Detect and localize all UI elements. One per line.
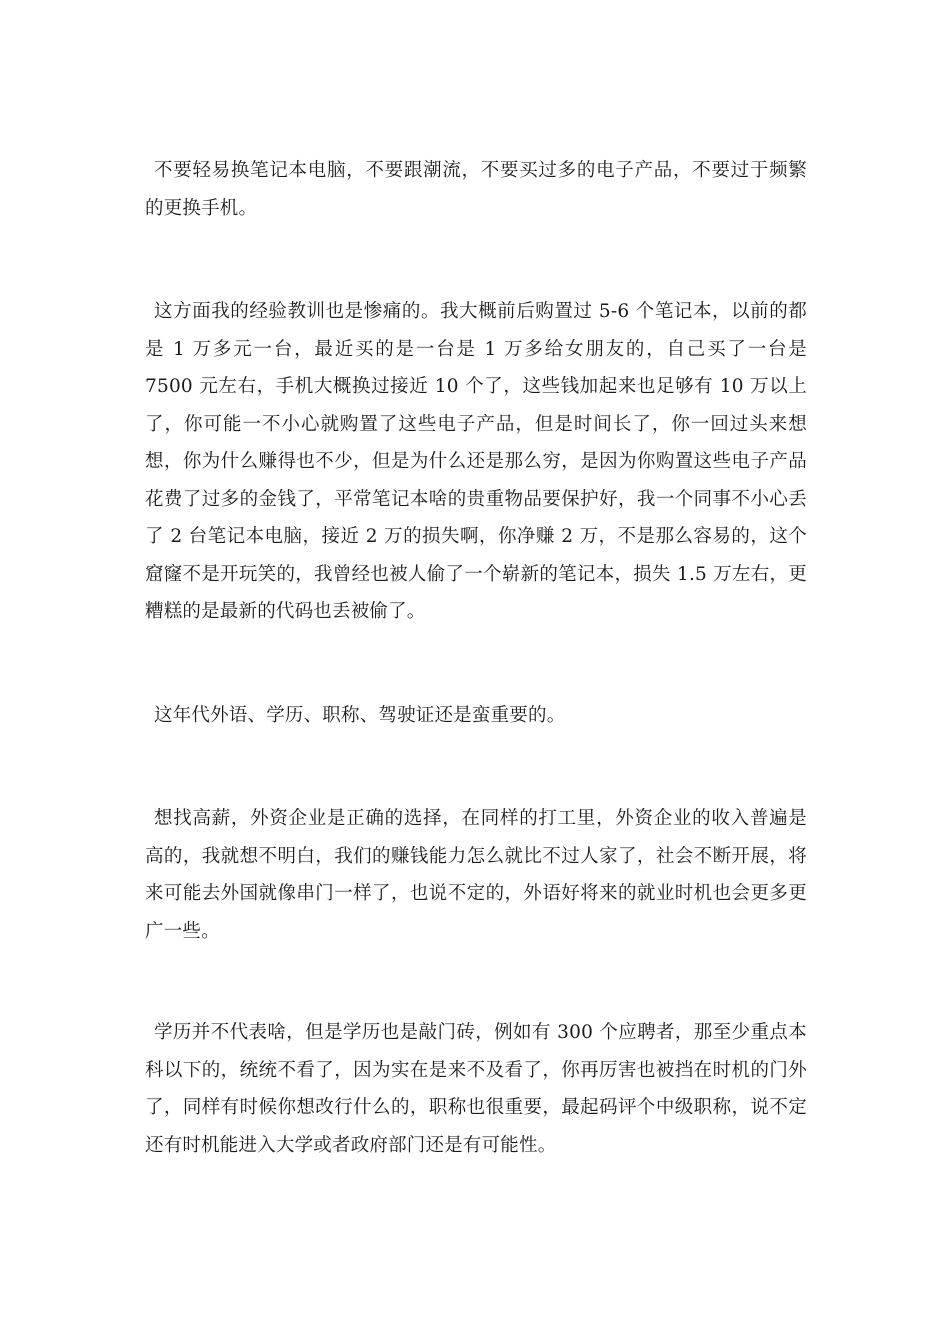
- paragraph-2: 这方面我的经验教训也是惨痛的。我大概前后购置过 5-6 个笔记本，以前的都是 1 万多元一台，最近买的是一台是 1 万多给女朋友的，自己买了一台是 7500 元左右，手机大概换过接近 10 个了，这些钱加起来也足够有 10 万以上了，你可能一不小心就购置了这些电子产品，但是时间长了，你一回过头来想想，你为什么赚得也不少，但是为什么还是那么穷，是因为你购置这些电子产品花费了过多的金钱了，平常笔记本啥的贵重物品要保护好，我一个同事不小心丢了 2 台笔记本电脑，接近 2 万的损失啊，你净赚 2 万，不是那么容易的，这个窟窿不是开玩笑的，我曾经也被人偷了一个崭新的笔记本，损失 1.5 万左右，更糟糕的是最新的代码也丢被偷了。: [145, 301, 807, 622]
- paragraph-5: 学历并不代表啥，但是学历也是敲门砖，例如有 300 个应聘者，那至少重点本科以下的，统统不看了，因为实在是来不及看了，你再厉害也被挡在时机的门外了，同样有时候你想改行什么的，职称也很重要，最起码评个中级职称，说不定还有时机能进入大学或者政府部门还是有可能性。: [145, 1022, 807, 1156]
- paragraph-4: 想找高薪，外资企业是正确的选择，在同样的打工里，外资企业的收入普遍是高的，我就想不明白，我们的赚钱能力怎么就比不过人家了，社会不断开展，将来可能去外国就像串门一样了，也说不定的，外语好将来的就业时机也会更多更广一些。: [145, 808, 807, 942]
- paragraph-3: 这年代外语、学历、职称、驾驶证还是蛮重要的。: [154, 705, 566, 726]
- paragraph-1: 不要轻易换笔记本电脑，不要跟潮流，不要买过多的电子产品，不要过于频繁的更换手机。: [145, 160, 807, 219]
